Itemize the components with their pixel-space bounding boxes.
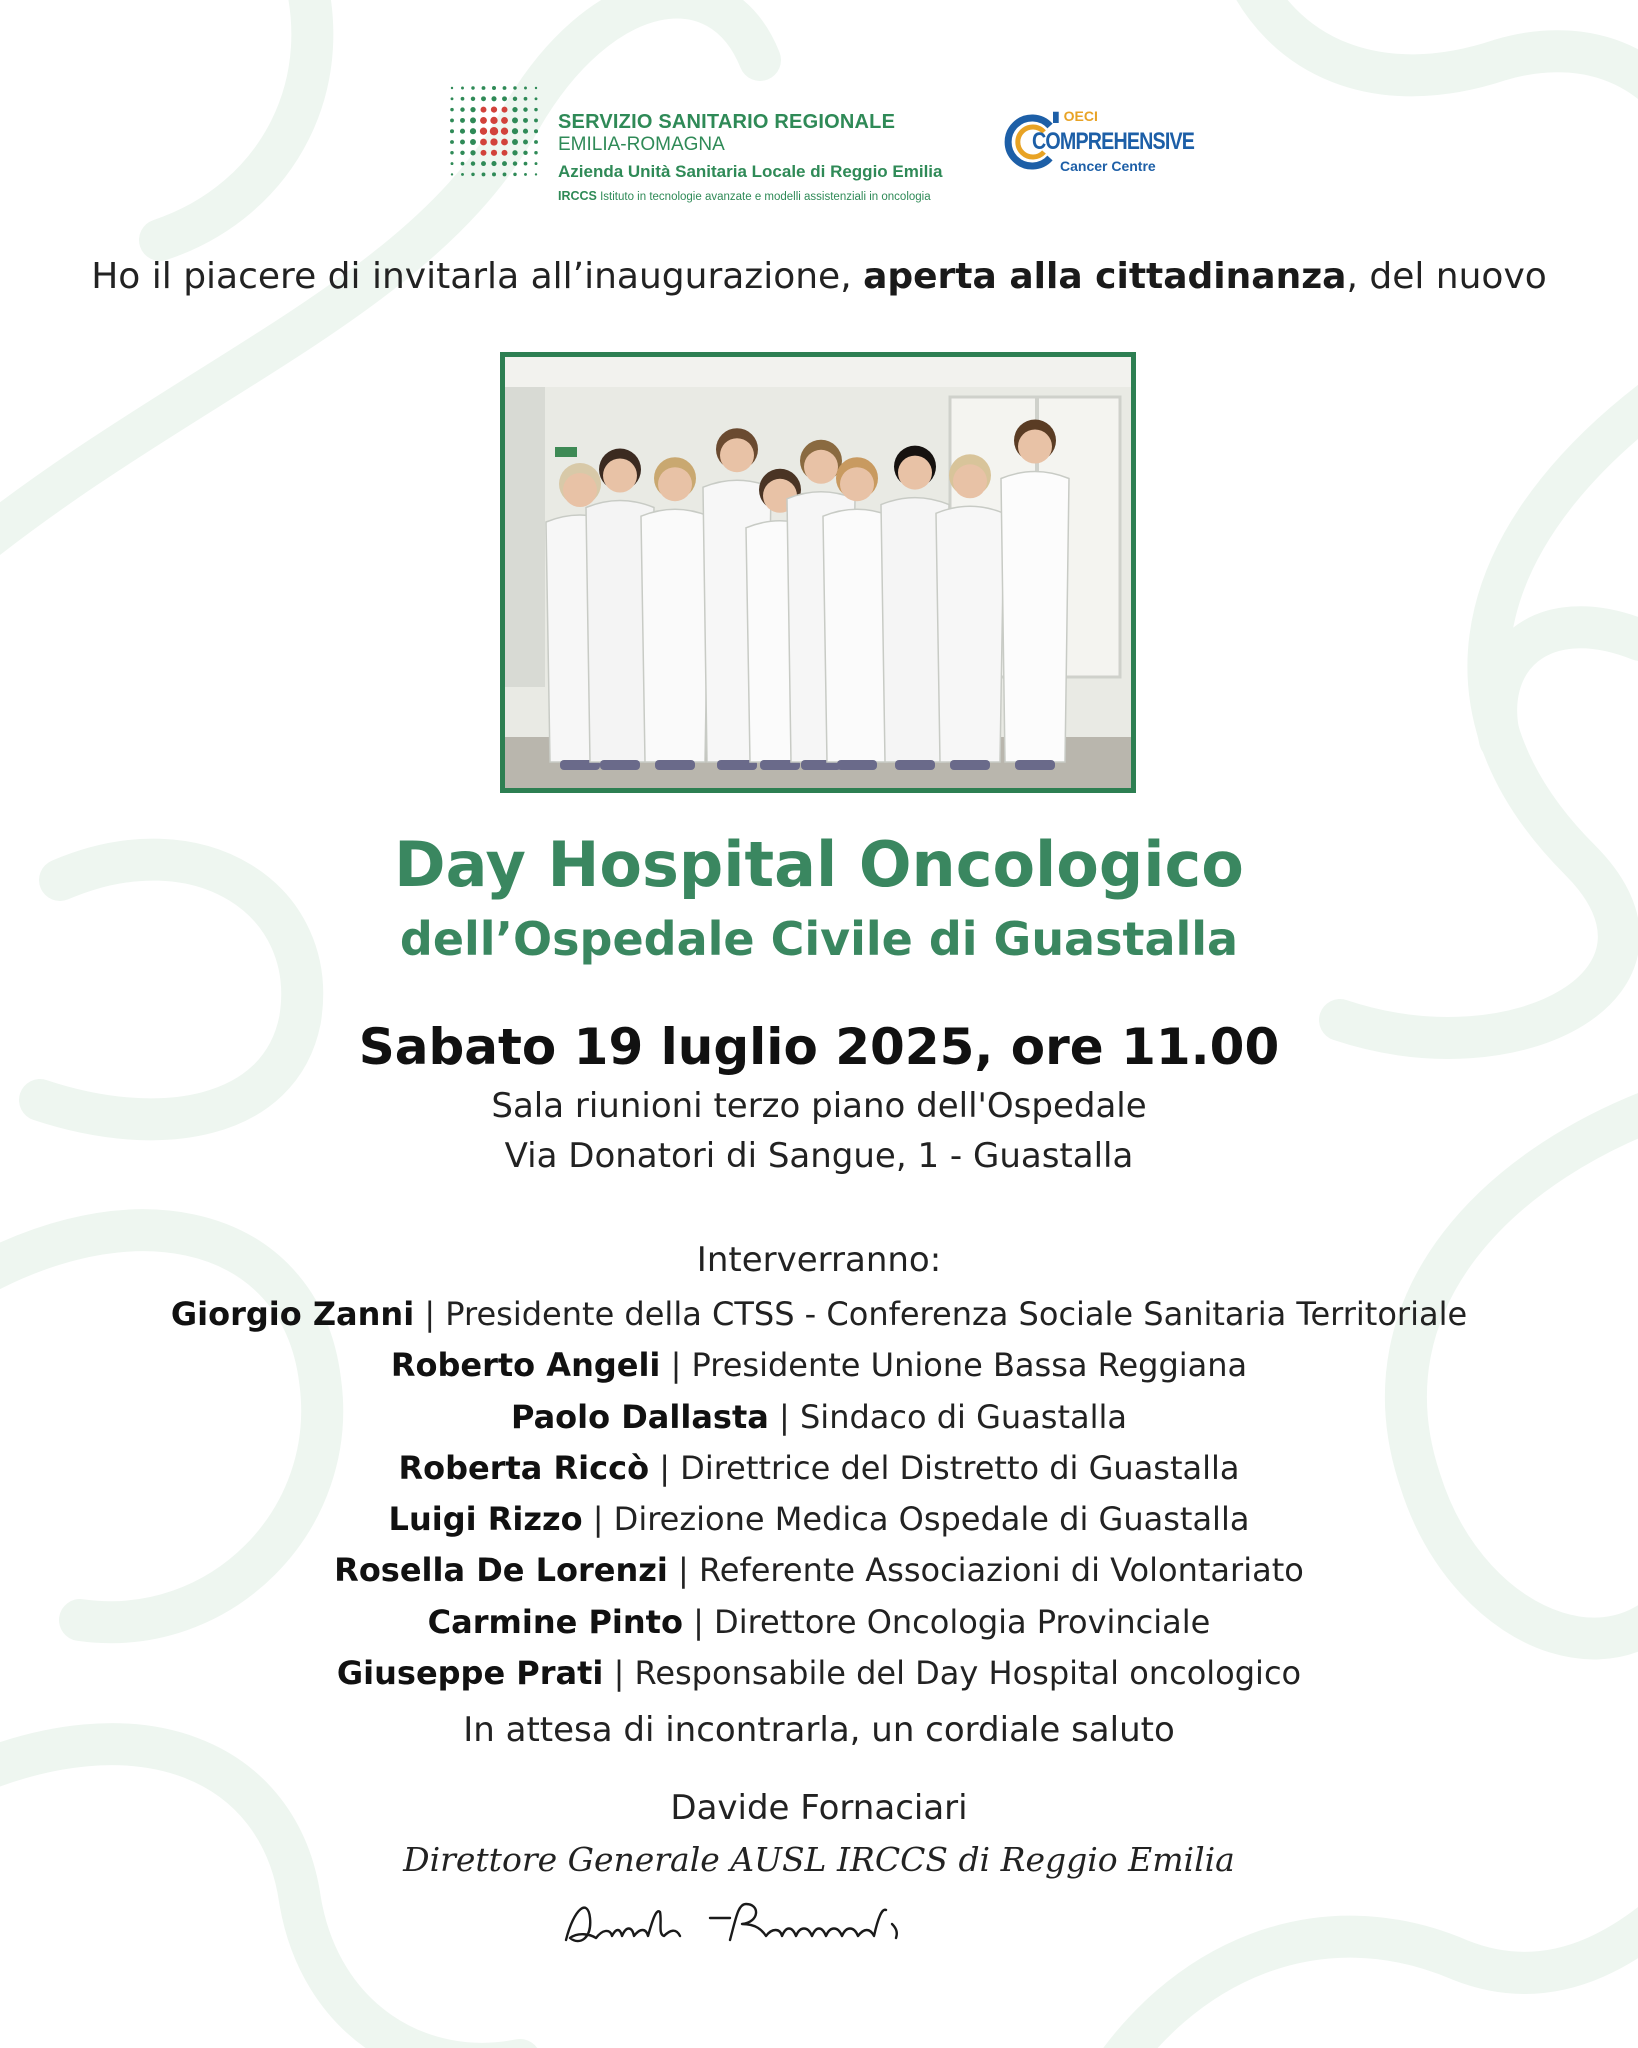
- speakers-heading: Interverranno:: [696, 1240, 942, 1280]
- oeci-label: OECI: [1063, 108, 1098, 124]
- dot-grid-logo-icon: [446, 82, 542, 182]
- ssr-logo-line4: [558, 186, 942, 207]
- speaker-name: Paolo Dallasta: [510, 1397, 769, 1436]
- ssr-logo-irccs: IRCCS: [558, 189, 597, 203]
- speaker-separator: |: [682, 1602, 715, 1641]
- intro-before: Ho il piacere di invitarla all’inaugurazione,: [91, 256, 864, 297]
- speaker-role: Presidente Unione Bassa Reggiana: [691, 1346, 1248, 1385]
- speaker-row: [0, 1343, 1638, 1394]
- intro-line: [0, 256, 1638, 297]
- speaker-name: Giuseppe Prati: [336, 1654, 604, 1693]
- speaker-row: [0, 1446, 1638, 1497]
- speaker-separator: |: [414, 1295, 446, 1333]
- event-subtitle: dell’Ospedale Civile di Guastalla: [399, 912, 1239, 966]
- event-date: Sabato 19 luglio 2025, ore 11.00: [358, 1018, 1280, 1076]
- speaker-role: Responsabile del Day Hospital oncologico: [634, 1654, 1302, 1693]
- oeci-main-text: COMPREHENSIVE: [1032, 128, 1195, 155]
- ssr-logo-line1: SERVIZIO SANITARIO REGIONALE: [558, 111, 896, 133]
- speaker-role: Presidente della CTSS - Conferenza Sociale Sanitaria Territoriale: [445, 1295, 1468, 1333]
- oeci-comprehensive-logo: [1004, 108, 1204, 188]
- speaker-name: Rosella De Lorenzi: [334, 1551, 668, 1590]
- oeci-top-text: [1052, 108, 1098, 125]
- event-place-line1: Sala riunioni terzo piano dell'Ospedale: [491, 1086, 1147, 1126]
- speaker-separator: |: [667, 1551, 699, 1590]
- speaker-role: Sindaco di Guastalla: [799, 1397, 1128, 1436]
- speaker-role: Direzione Medica Ospedale di Guastalla: [613, 1500, 1250, 1539]
- speaker-role: Direttore Oncologia Provinciale: [714, 1602, 1211, 1641]
- speaker-separator: |: [768, 1397, 800, 1436]
- speaker-separator: |: [603, 1654, 635, 1693]
- staff-photo-illustration: [505, 357, 1131, 788]
- oeci-flag-icon: ▮: [1052, 108, 1060, 124]
- speaker-role: Referente Associazioni di Volontariato: [698, 1551, 1304, 1590]
- ssr-logo-irccs-desc: Istituto in tecnologie avanzate e modelli assistenziali in oncologia: [600, 191, 931, 203]
- ssr-logo-line2: EMILIA-ROMAGNA: [558, 134, 725, 155]
- speaker-name: Carmine Pinto: [427, 1602, 683, 1641]
- ssr-logo-line3: Azienda Unità Sanitaria Locale di Reggio Emilia: [558, 162, 943, 181]
- speaker-row: [0, 1651, 1638, 1702]
- speaker-row: [0, 1395, 1638, 1446]
- speaker-row: [0, 1497, 1638, 1548]
- signer-role: Direttore Generale AUSL IRCCS di Reggio Emilia: [403, 1840, 1235, 1879]
- speaker-row: [0, 1600, 1638, 1651]
- speaker-row: [0, 1292, 1638, 1343]
- speaker-name: Giorgio Zanni: [170, 1295, 415, 1333]
- event-place-line2: Via Donatori di Sangue, 1 - Guastalla: [504, 1136, 1134, 1176]
- ssr-emilia-romagna-logo: [446, 80, 976, 210]
- handwritten-signature: [560, 1888, 1020, 1958]
- speakers-list: [0, 1292, 1638, 1702]
- speaker-role: Direttrice del Distretto di Guastalla: [680, 1448, 1240, 1487]
- event-title: Day Hospital Oncologico: [394, 828, 1244, 901]
- speaker-separator: |: [649, 1448, 681, 1487]
- ssr-logo-text: [558, 110, 942, 207]
- staff-group-photo: [500, 352, 1136, 793]
- intro-after: , del nuovo: [1346, 256, 1547, 297]
- speaker-name: Luigi Rizzo: [388, 1500, 583, 1539]
- speaker-name: Roberta Riccò: [398, 1448, 650, 1487]
- closing-greeting: In attesa di incontrarla, un cordiale saluto: [463, 1710, 1175, 1750]
- oeci-sub-text: Cancer Centre: [1060, 158, 1156, 174]
- speaker-name: Roberto Angeli: [390, 1346, 661, 1385]
- speaker-row: [0, 1548, 1638, 1599]
- intro-bold: aperta alla cittadinanza: [863, 256, 1347, 297]
- signer-name: Davide Fornaciari: [670, 1788, 968, 1828]
- speaker-separator: |: [660, 1346, 692, 1385]
- speaker-separator: |: [582, 1500, 614, 1539]
